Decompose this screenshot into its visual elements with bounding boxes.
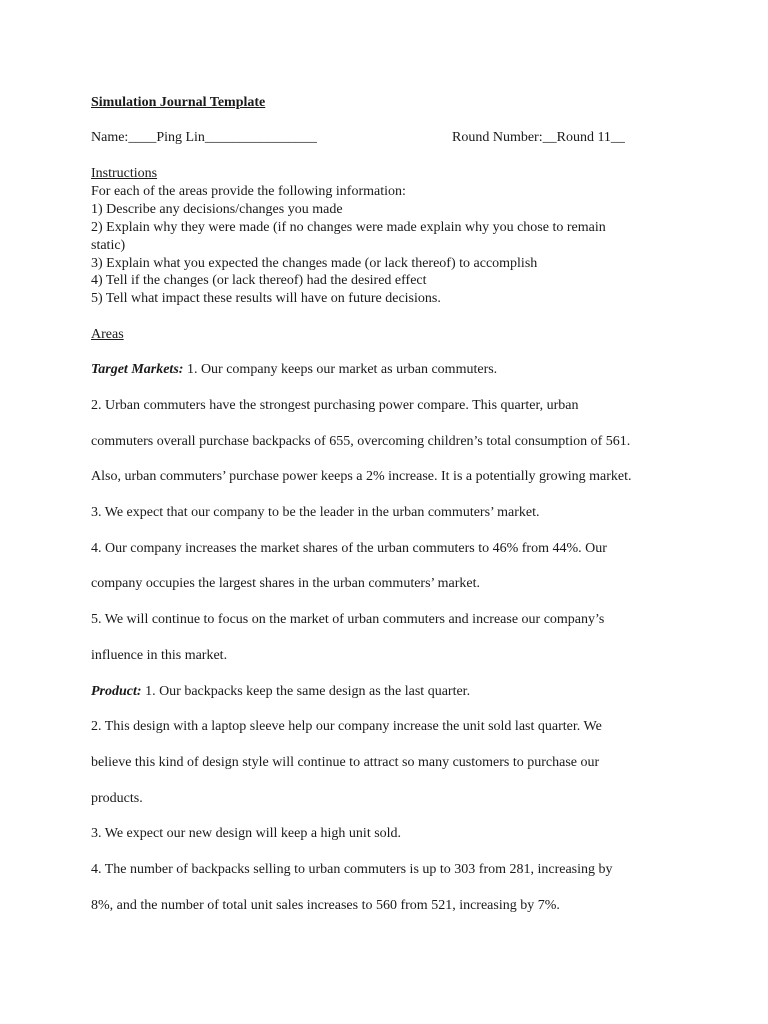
body-line: products. (91, 791, 143, 806)
body-line: influence in this market. (91, 648, 228, 663)
body-line: 8%, and the number of total unit sales increases to 560 from 521, increasing by 7%. (91, 898, 560, 913)
instruction-line: 3) Explain what you expected the changes made (or lack thereof) to accomplish (91, 256, 538, 271)
instruction-line: 4) Tell if the changes (or lack thereof) had the desired effect (91, 273, 427, 288)
body-line: Also, urban commuters’ purchase power keeps a 2% increase. It is a potentially growing market. (91, 469, 632, 484)
target-markets-paragraph (91, 361, 497, 379)
body-line: 3. We expect that our company to be the leader in the urban commuters’ market. (91, 505, 540, 520)
body-line: believe this kind of design style will continue to attract so many customers to purchase our (91, 755, 600, 770)
body-line: 4. The number of backpacks selling to urban commuters is up to 303 from 281, increasing by (91, 862, 613, 877)
round-number-line: Round Number:__Round 11__ (452, 130, 625, 145)
instruction-line: For each of the areas provide the following information: (91, 184, 406, 199)
instructions-heading: Instructions (91, 166, 158, 181)
areas-heading: Areas (91, 327, 124, 342)
target-markets-label: Target Markets: (91, 362, 184, 377)
body-line: company occupies the largest shares in the urban commuters’ market. (91, 576, 481, 591)
target-markets-first-line: 1. Our company keeps our market as urban commuters. (183, 362, 498, 377)
body-line: 4. Our company increases the market shares of the urban commuters to 46% from 44%. Our (91, 541, 607, 556)
name-line: Name:____Ping Lin________________ (91, 130, 317, 145)
document-title: Simulation Journal Template (91, 95, 266, 110)
instruction-line: 1) Describe any decisions/changes you made (91, 202, 343, 217)
instruction-line: 5) Tell what impact these results will have on future decisions. (91, 291, 441, 306)
body-line: 3. We expect our new design will keep a high unit sold. (91, 826, 402, 841)
instruction-line: static) (91, 238, 126, 253)
product-paragraph (91, 683, 470, 701)
product-label: Product: (91, 684, 142, 699)
body-line: 2. Urban commuters have the strongest purchasing power compare. This quarter, urban (91, 398, 579, 413)
body-line: 2. This design with a laptop sleeve help our company increase the unit sold last quarter. We (91, 719, 602, 734)
product-first-line: 1. Our backpacks keep the same design as the last quarter. (141, 684, 471, 699)
instruction-line: 2) Explain why they were made (if no changes were made explain why you chose to remain (91, 220, 606, 235)
body-line: 5. We will continue to focus on the market of urban commuters and increase our company’s (91, 612, 605, 627)
body-line: commuters overall purchase backpacks of 655, overcoming children’s total consumption of 561. (91, 434, 631, 449)
